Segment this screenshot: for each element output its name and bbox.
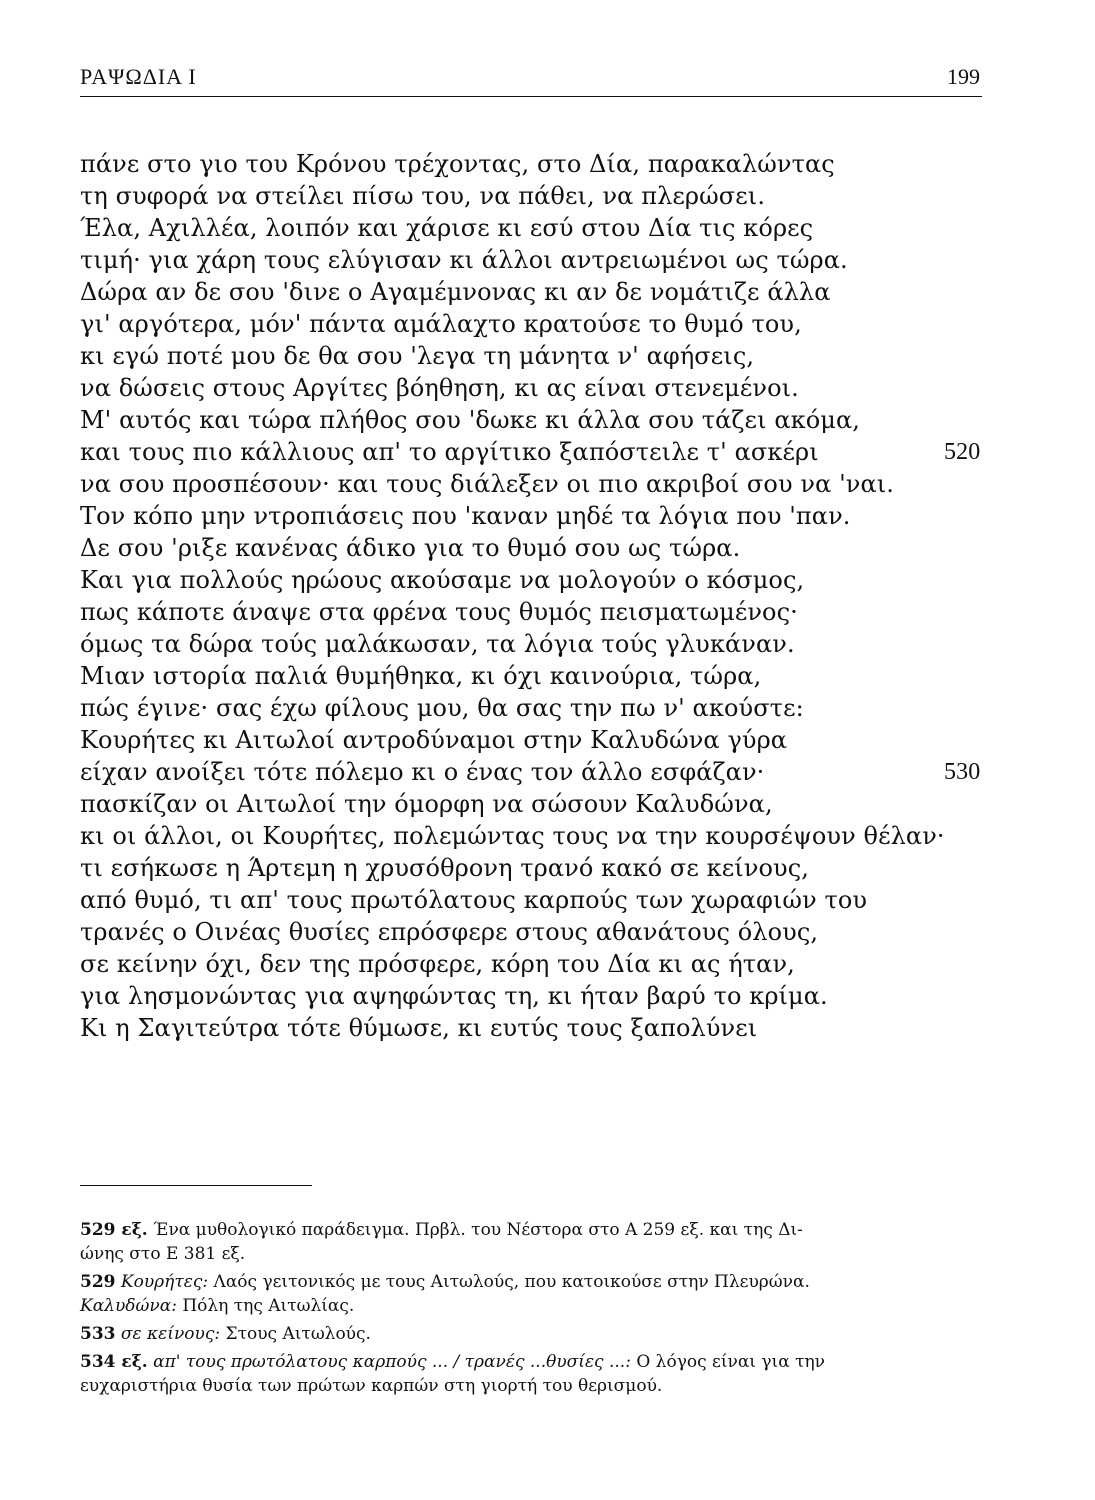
footnote-divider: [80, 1185, 312, 1186]
footnote-text: Στους Αιτωλούς.: [225, 1324, 371, 1344]
footnote-cont-line: [80, 1294, 920, 1318]
footnote-text-cont: ώνης στο Ε 381 εξ.: [80, 1244, 246, 1264]
footnote: [80, 1322, 920, 1346]
footnote-term: σε κείνους:: [120, 1324, 221, 1344]
verse-line: γι' αργότερα, μόν' πάντα αμάλαχτο κρατούσε το θυμό του,: [80, 310, 802, 338]
book-title: ΡΑΨΩΔΙΑ Ι: [80, 64, 197, 89]
verse-line: Μ' αυτός και τώρα πλήθος σου 'δωκε κι άλλα σου τάζει ακόμα,: [80, 406, 861, 434]
verse-line: Τον κόπο μην ντροπιάσεις που 'καναν μηδέ τα λόγια που 'παν.: [80, 502, 851, 530]
footnote-term: Κουρήτες:: [120, 1272, 209, 1292]
verse-line: κι εγώ ποτέ μου δε θα σου 'λεγα τη μάνητα ν' αφήσεις,: [80, 342, 755, 370]
footnote-ref: 534 εξ.: [80, 1352, 148, 1372]
verse-line: σε κείνην όχι, δεν της πρόσφερε, κόρη του Δία κι ας ήταν,: [80, 950, 795, 978]
verse-line: για λησμονώντας για αψηφώντας τη, κι ήταν βαρύ το κρίμα.: [80, 982, 828, 1010]
verse-line: πασκίζαν οι Αιτωλοί την όμορφη να σώσουν Καλυδώνα,: [80, 790, 773, 818]
footnote: [80, 1270, 920, 1318]
footnote-term: απ' τους πρωτόλατους καρπούς ... / τρανές ...θυσίες ...:: [153, 1352, 631, 1372]
verse-line: να σου προσπέσουν· και τους διάλεξεν οι πιο ακριβοί σου να 'ναι.: [80, 470, 895, 498]
verse-line: Κι η Σαγιτεύτρα τότε θύμωσε, κι ευτύς τους ξαπολύνει: [80, 1014, 758, 1042]
verse-line: τι εσήκωσε η Άρτεμη η χρυσόθρονη τρανό κακό σε κείνους,: [80, 854, 810, 882]
line-number: 530: [944, 759, 981, 785]
footnotes: [80, 1218, 920, 1402]
verse-line: Κουρήτες κι Αιτωλοί αντροδύναμοι στην Καλυδώνα γύρα: [80, 726, 788, 754]
footnote: [80, 1218, 920, 1266]
verse-line: όμως τα δώρα τούς μαλάκωσαν, τα λόγια τούς γλυκάναν.: [80, 630, 795, 658]
footnote-text: Ο λόγος είναι για την: [636, 1352, 826, 1372]
verse-line: τρανές ο Οινέας θυσίες επρόσφερε στους αθανάτους όλους,: [80, 918, 819, 946]
footnote-text: Ένα μυθολογικό παράδειγμα. Πρβλ. του Νέστορα στο Α 259 εξ. και της Δι-: [153, 1220, 803, 1240]
footnote-term: Καλυδώνα:: [80, 1296, 177, 1316]
verse-line: πάνε στο γιο του Κρόνου τρέχοντας, στο Δία, παρακαλώντας: [80, 150, 835, 178]
footnote-text: Λαός γειτονικός με τους Αιτωλούς, που κατοικούσε στην Πλευρώνα.: [213, 1272, 810, 1292]
footnote: [80, 1350, 920, 1398]
verse-line: Έλα, Αχιλλέα, λοιπόν και χάρισε κι εσύ στου Δία τις κόρες: [80, 214, 814, 242]
verse-line: τη συφορά να στείλει πίσω του, να πάθει, να πλερώσει.: [80, 182, 766, 210]
line-number: 520: [944, 439, 981, 465]
verse-line: Δώρα αν δε σου 'δινε ο Αγαμέμνονας κι αν δε νομάτιζε άλλα: [80, 278, 831, 306]
footnote-ref: 529: [80, 1272, 116, 1292]
verse-line: είχαν ανοίξει τότε πόλεμο κι ο ένας τον άλλο εσφάζαν· 530: [80, 758, 981, 786]
verse-line: και τους πιο κάλλιους απ' το αργίτικο ξαπόστειλε τ' ασκέρι 520: [80, 438, 981, 466]
verse-line: Μιαν ιστορία παλιά θυμήθηκα, κι όχι καινούρια, τώρα,: [80, 662, 762, 690]
verse-line: να δώσεις στους Αργίτες βόηθηση, κι ας είναι στενεμένοι.: [80, 374, 799, 402]
poem-text: [80, 148, 990, 1044]
verse-line: πώς έγινε· σας έχω φίλους μου, θα σας την πω ν' ακούστε:: [80, 694, 804, 722]
footnote-text-cont: ευχαριστήρια θυσία των πρώτων καρπών στη γιορτή του θερισμού.: [80, 1376, 663, 1396]
verse-line: τιμή· για χάρη τους ελύγισαν κι άλλοι αντρειωμένοι ως τώρα.: [80, 246, 848, 274]
verse-line: Δε σου 'ριξε κανένας άδικο για το θυμό σου ως τώρα.: [80, 534, 741, 562]
footnote-ref: 529 εξ.: [80, 1220, 148, 1240]
running-header: [80, 62, 982, 97]
verse-line: από θυμό, τι απ' τους πρωτόλατους καρπούς των χωραφιών του: [80, 886, 868, 914]
page-number: 199: [947, 64, 980, 89]
footnote-ref: 533: [80, 1324, 116, 1344]
verse-line: κι οι άλλοι, οι Κουρήτες, πολεμώντας τους να την κουρσέψουν θέλαν·: [80, 822, 945, 850]
verse-line: πως κάποτε άναψε στα φρένα τους θυμός πεισματωμένος·: [80, 598, 798, 626]
footnote-text-cont: Πόλη της Αιτωλίας.: [182, 1296, 355, 1316]
verse-line: Και για πολλούς ηρώους ακούσαμε να μολογούν ο κόσμος,: [80, 566, 805, 594]
